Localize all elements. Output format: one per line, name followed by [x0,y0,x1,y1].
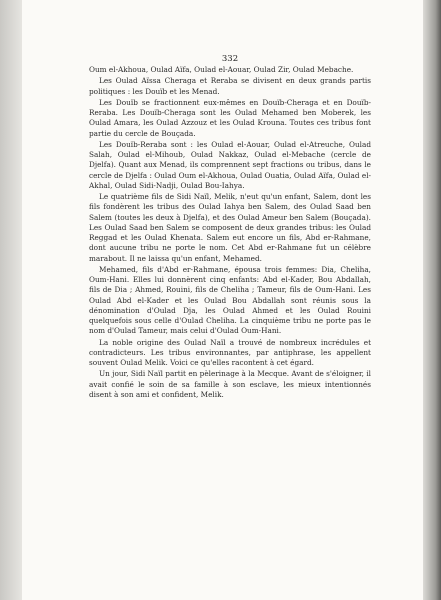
paragraph-1: Oum el-Akhoua, Oulad Aïfa, Oulad el-Aouar, Oulad Zir, Oulad Mebache. [89,65,354,74]
page-right-edge [423,0,441,600]
paragraph-6: Mehamed, fils d'Abd er-Rahmane, épousa trois femmes: Dia, Cheliha, Oum-Hani. Elles lui donnèrent cinq enfants: Abd el-Kader, Bou Abdallah, fils de Dia ; Ahmed, Rouini, fils de Cheliha ; Tameur, fils de Oum-Hani. Les Oulad Abd el-Kader et les Oulad Bou Abdallah sont réunis sous la dénomination d'Oulad Dja, les Oulad Ahmed et les Oulad Rouini quelquefois sous celle d'Oulad Cheliha. La cinquième tribu ne porte pas le nom d'Oulad Tameur, mais celui d'Oulad Oum-Hani. [89,264,371,336]
paragraph-8: Un jour, Sidi Naïl partit en pèlerinage à la Mecque. Avant de s'éloigner, il avait confié le soin de sa famille à son esclave, les mieux intentionnés disent à son ami et confident, Melik. [89,369,371,399]
paragraph-7: La noble origine des Oulad Naïl a trouvé de nombreux incrédules et contradicteurs. Les tribus environnantes, par antiphrase, les appellent souvent Oulad Melik. Voici ce qu'elles racontent à cet égard. [89,337,371,367]
paragraph-5: Le quatrième fils de Sidi Naïl, Melik, n'eut qu'un enfant, Salem, dont les fils fondèrent les tribus des Oulad Iahya ben Salem, des Oulad Saad ben Salem (toutes les deux à Djelfa), et des Oulad Ameur ben Salem (Bouçada). Les Oulad Saad ben Salem se composent de deux grandes tribus: les Oulad Reggad et les Oulad Khenata. Salem eut encore un fils, Abd er-Rahmane, dont aucune tribu ne porte le nom. Cet Abd er-Rahmane fut un célèbre marabout. Il ne laissa qu'un enfant, Mehamed. [89,192,371,263]
paragraph-3: Les Douïb se fractionnent eux-mêmes en Douïb-Cheraga et en Douïb-Reraba. Les Douïb-Cheraga sont les Oulad Mehamed ben Moberek, les Oulad Amara, les Oulad Azzouz et les Oulad Krouna. Toutes ces tribus font partie du cercle de Bouçada. [89,97,371,138]
page-number: 332 [221,54,239,64]
page-body [89,53,371,401]
paragraph-2: Les Oulad Aïssa Cheraga et Reraba se divisent en deux grands partis politiques : les Douïb et les Menad. [89,76,371,96]
page-left-edge [0,0,22,600]
paragraph-4: Les Douïb-Reraba sont : les Oulad el-Aouar, Oulad el-Atreuche, Oulad Salah, Oulad el-Mihoub, Oulad Nakkaz, Oulad el-Mebache (cercle de Djelfa). Quant aux Menad, ils comprennent sept fractions ou tribus, dans le cercle de Djelfa : Oulad Oum el-Akhoua, Oulad Ouatia, Oulad Aïfa, Oulad el-Akhal, Oulad Sidi-Nadji, Oulad Bou-Iahya. [89,139,371,190]
